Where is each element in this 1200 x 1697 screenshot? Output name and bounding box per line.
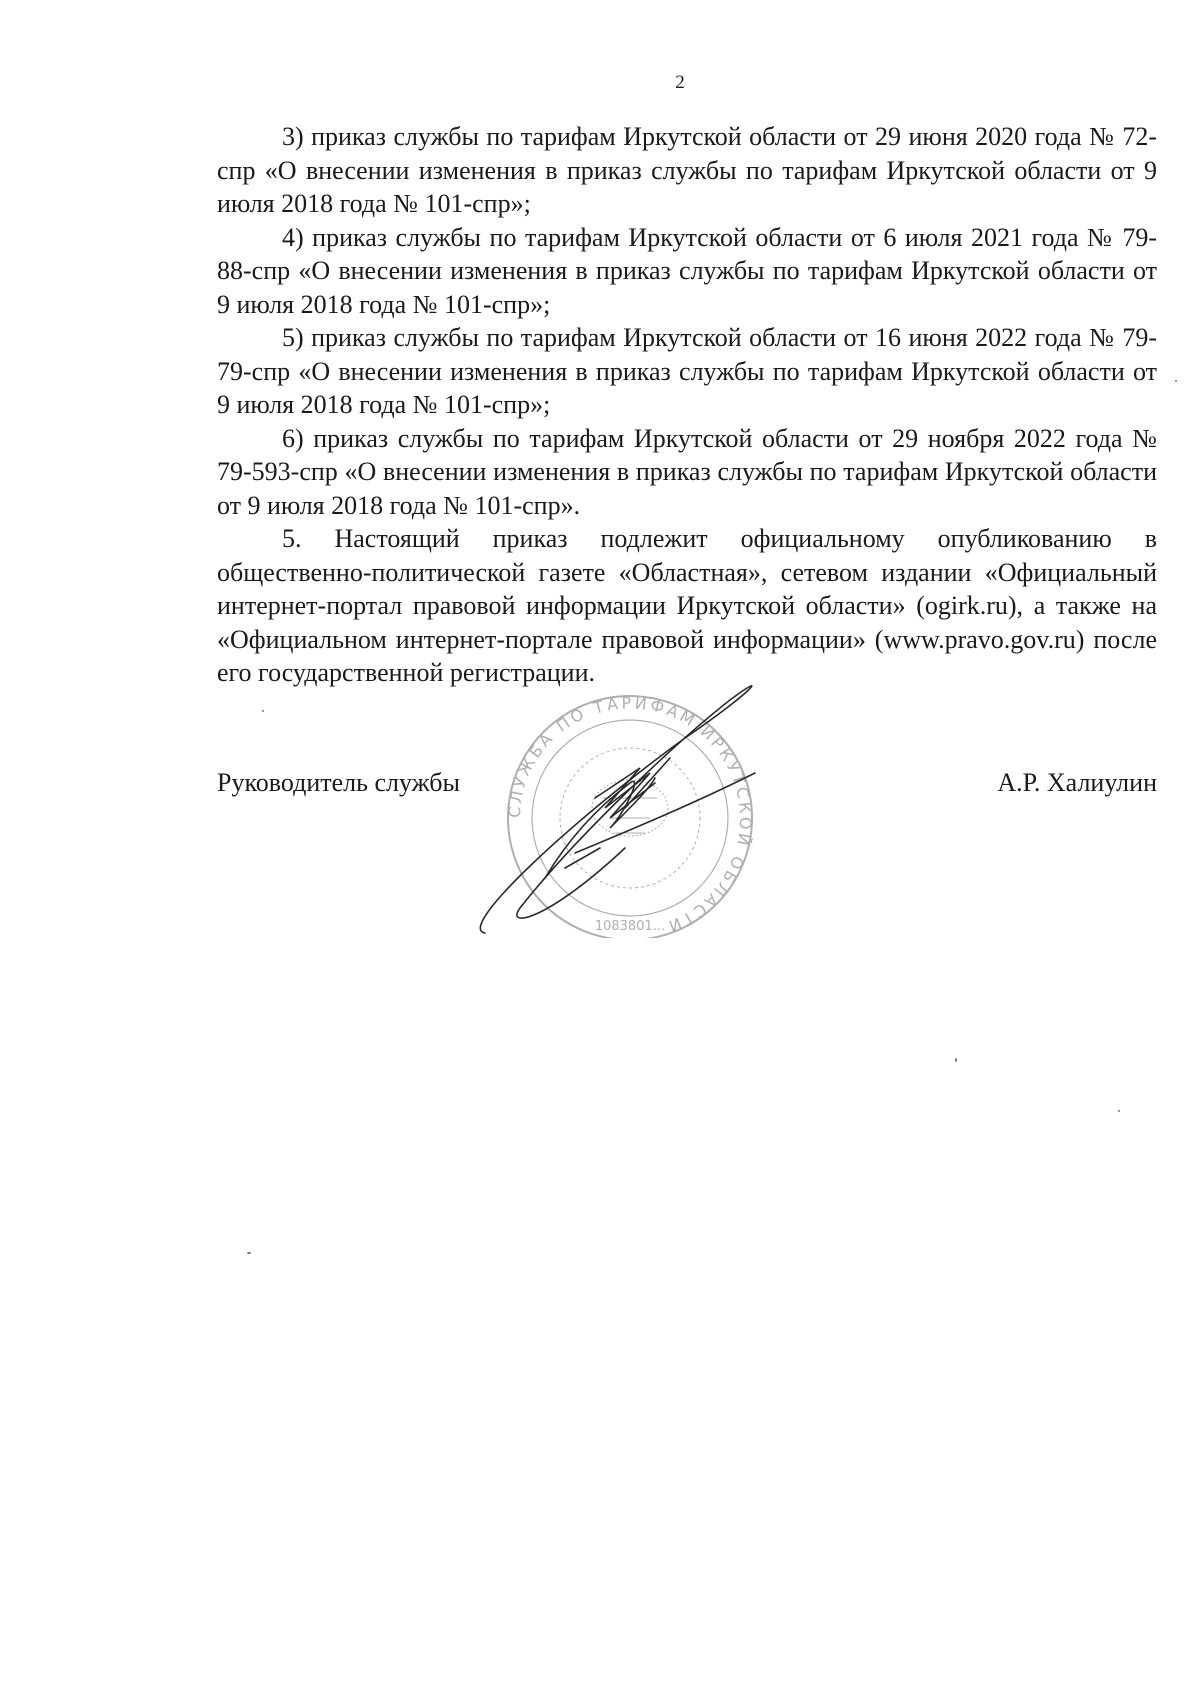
svg-text:СЛУЖБА ПО ТАРИФАМ ИРКУТСКОЙ ОБ (505, 693, 755, 937)
seal-stamp-icon (505, 693, 755, 938)
scan-speck (247, 1252, 251, 1254)
seal-number-text: 1083801... (594, 919, 666, 934)
seal-outer-text: СЛУЖБА ПО ТАРИФАМ ИРКУТСКОЙ ОБЛАСТИ (504, 693, 756, 937)
paragraph-point-5: 5. Настоящий приказ подлежит официальному опубликованию в общественно-политической газете «Областная», сетевом издании «Официальный интернет-портал правовой информации Иркутской области» (ogirk.ru), а также на «Официальном интернет-портале правовой информации» (www.pravo.gov.ru) после его государственной регистрации. (217, 524, 1157, 687)
signer-position: Руководитель службы (217, 768, 460, 797)
scan-speck (1175, 380, 1177, 382)
page-number: 2 (675, 72, 685, 93)
paragraph-item-5: 5) приказ службы по тарифам Иркутской области от 16 июня 2022 года № 79-79-спр «О внесении изменения в приказ службы по тарифам Иркутской области от 9 июля 2018 года № 101-спр»; (217, 323, 1157, 419)
paragraph-item-6: 6) приказ службы по тарифам Иркутской области от 29 ноября 2022 года № 79-593-спр «О внесении изменения в приказ службы по тарифам Иркутской области от 9 июля 2018 года № 101-спр». (217, 423, 1157, 520)
scan-speck (1118, 1110, 1120, 1112)
paragraph-item-4: 4) приказ службы по тарифам Иркутской области от 6 июля 2021 года № 79-88-спр «О внесении изменения в приказ службы по тарифам Иркутской области от 9 июля 2018 года № 101-спр»; (217, 222, 1157, 319)
signer-name: А.Р. Халиулин (997, 768, 1157, 797)
official-seal-with-signature (425, 678, 825, 938)
scan-speck (955, 1058, 957, 1062)
document-body (217, 120, 1157, 690)
scan-speck (262, 710, 264, 712)
paragraph-item-3: 3) приказ службы по тарифам Иркутской области от 29 июня 2020 года № 72-спр «О внесении изменения в приказ службы по тарифам Иркутской области от 9 июля 2018 года № 101-спр»; (217, 122, 1157, 218)
